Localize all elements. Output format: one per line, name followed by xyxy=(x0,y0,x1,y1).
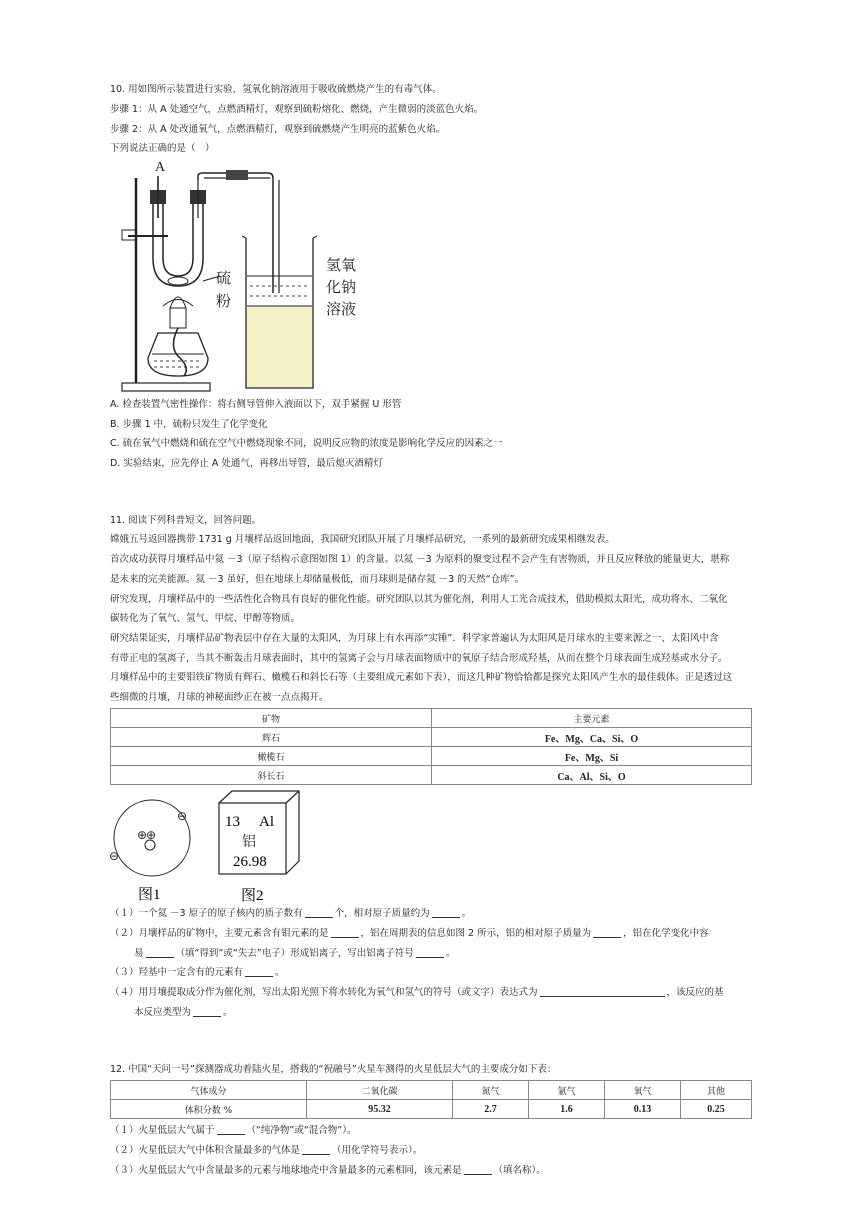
table-cell: 橄榄石 xyxy=(111,747,432,766)
fig1-caption: 图1 xyxy=(138,887,161,903)
label-naoh-2: 化钠 xyxy=(326,278,357,296)
q11-question-4-cont: 本反应类型为 。 xyxy=(134,1007,233,1018)
q10-step2: 步骤 2：从 A 处改通氧气，点燃酒精灯，观察到硫燃烧产生明亮的蓝紫色火焰。 xyxy=(110,124,446,135)
answer-blank[interactable] xyxy=(331,927,359,938)
electron-symbol: ⊖ xyxy=(109,849,120,863)
fig2-caption: 图2 xyxy=(241,888,264,904)
q11-paragraph: 些细微的月壤，月球的神秘面纱正在被一点点揭开。 xyxy=(110,692,329,703)
proton-symbol: ⊕ xyxy=(137,828,148,842)
q10-title: 10. 用如图所示装置进行实验，氢氧化钠溶液用于吸收硫燃烧产生的有毒气体。 xyxy=(110,84,442,95)
answer-blank[interactable] xyxy=(416,947,444,958)
table-cell: 体积分数 % xyxy=(111,1100,307,1119)
answer-blank[interactable] xyxy=(540,986,665,997)
q11-paragraph: 嫦娥五号返回器携带 1731 g 月壤样品返回地面，我国研究团队开展了月壤样品研究，一系列的最新研究成果相继发表。 xyxy=(110,534,615,545)
label-naoh-1: 氢氧 xyxy=(326,256,357,274)
q11-paragraph: 是未来的完美能源。氦 －3 虽好，但在地球上却储量极低，而月球则是储存氦 －3 的天然“仓库”。 xyxy=(110,574,525,585)
table-row xyxy=(111,747,752,766)
electron-symbol: ⊖ xyxy=(177,809,188,823)
table-cell: 其他 xyxy=(681,1081,752,1100)
q11-question-3: （３）羟基中一定含有的元素有 。 xyxy=(110,967,285,978)
q10-option-b: B. 步骤 1 中，硫粉只发生了化学变化 xyxy=(110,419,268,430)
label-sulfur-2: 粉 xyxy=(216,292,232,310)
answer-blank[interactable] xyxy=(302,1144,330,1155)
table-row xyxy=(111,728,752,747)
q10-option-c: C. 硫在氧气中燃烧和硫在空气中燃烧现象不同，说明反应物的浓度是影响化学反应的因素之一 xyxy=(110,438,503,449)
q11-question-2: （２）月壤样品的矿物中，主要元素含有钼元素的是 ，铝在周期表的信息如图 2 所示，铝的相对原子质量为 ，铝在化学变化中容 xyxy=(110,928,709,939)
atomic-mass: 26.98 xyxy=(233,854,267,870)
element-name: 铝 xyxy=(242,834,256,850)
answer-blank[interactable] xyxy=(193,1006,221,1017)
table-cell: 气体成分 xyxy=(111,1081,307,1100)
q12-question-3: （３）火星低层大气中含量最多的元素与地球地壳中含量最多的元素相同，该元素是 （填名称）。 xyxy=(110,1165,546,1176)
q11-paragraph: 有带正电的氢离子，当其不断轰击月球表面时，其中的氢离子会与月球表面物质中的氧原子结合形成羟基，从而在整个月球表面生成羟基或水分子。 xyxy=(110,653,728,664)
mars-atmosphere-table xyxy=(110,1080,752,1119)
aluminium-element-figure xyxy=(215,788,310,906)
answer-blank[interactable] xyxy=(217,1124,245,1135)
table-cell: 辉石 xyxy=(111,728,432,747)
label-naoh-3: 溶液 xyxy=(326,300,357,318)
q11-paragraph: 研究结果证实，月壤样品矿物表层中存在大量的太阳风，为月球上有水再添“实锤”．科学家普遍认为太阳风是月球水的主要来源之一、太阳风中含 xyxy=(110,633,719,644)
table-cell: Ca、Al、Si、O xyxy=(432,766,752,785)
apparatus-figure xyxy=(108,158,368,393)
q11-paragraph: 碳转化为了氧气、氢气、甲烷、甲醇等物质。 xyxy=(110,613,301,624)
table-cell: 二氧化碳 xyxy=(307,1081,453,1100)
q12-title: 12. 中国“天问一号”探测器成功着陆火星，搭载的“祝融号”火星车测得的火星低层大气的主要成分如下表： xyxy=(110,1064,557,1075)
answer-blank[interactable] xyxy=(305,907,333,918)
table-cell: 斜长石 xyxy=(111,766,432,785)
q10-step1: 步骤 1：从 A 处通空气，点燃酒精灯，观察到硫粉熔化、燃烧，产生微弱的淡蓝色火焰。 xyxy=(110,104,484,115)
q11-paragraph: 首次成功获得月壤样品中氦 －3（原子结构示意图如图 1）的含量。以氦 －3 为原料的聚变过程不会产生有害物质，并且反应释放的能量更大，堪称 xyxy=(110,554,730,565)
table-header-row xyxy=(111,709,752,728)
answer-blank[interactable] xyxy=(432,907,460,918)
table-row xyxy=(111,766,752,785)
element-symbol: Al xyxy=(259,814,274,830)
proton-symbol: ⊕ xyxy=(146,828,157,842)
q11-paragraph: 研究发现，月壤样品中的一些活性化合物具有良好的催化性能。研究团队以其为催化剂，利用人工光合成技术，借助模拟太阳光，成功将水、二氧化 xyxy=(110,594,728,605)
table-cell: 0.13 xyxy=(605,1100,681,1119)
answer-blank[interactable] xyxy=(464,1164,492,1175)
table-cell: 1.6 xyxy=(529,1100,605,1119)
atomic-number: 13 xyxy=(225,814,240,830)
q12-question-1: （１）火星低层大气属于 （“纯净物”或“混合物”）。 xyxy=(110,1125,357,1136)
table-header: 主要元素 xyxy=(432,709,752,728)
q12-question-2: （２）火星低层大气中体积含量最多的气体是 （用化学符号表示）。 xyxy=(110,1145,423,1156)
table-cell: 0.25 xyxy=(681,1100,752,1119)
table-row xyxy=(111,1081,752,1100)
mineral-table xyxy=(110,708,752,785)
table-cell: Fe、Mg、Si xyxy=(432,747,752,766)
table-cell: 95.32 xyxy=(307,1100,453,1119)
table-cell: 氩气 xyxy=(529,1081,605,1100)
table-cell: 氮气 xyxy=(453,1081,529,1100)
table-cell: 2.7 xyxy=(453,1100,529,1119)
answer-blank[interactable] xyxy=(593,927,621,938)
helium-atom-figure xyxy=(108,795,203,905)
q11-question-1: （１）一个氦 －3 原子的原子核内的质子数有 个，相对原子质量约为 。 xyxy=(110,908,472,919)
table-cell: 氧气 xyxy=(605,1081,681,1100)
table-row xyxy=(111,1100,752,1119)
answer-blank[interactable] xyxy=(245,966,273,977)
answer-blank[interactable] xyxy=(146,947,174,958)
q10-prompt: 下列说法正确的是（ ） xyxy=(110,143,215,154)
table-header: 矿物 xyxy=(111,709,432,728)
q11-question-2-cont: 易 （填“得到”或“失去”电子）形成铝离子，写出铝离子符号 。 xyxy=(134,948,456,959)
table-cell: Fe、Mg、Ca、Si、O xyxy=(432,728,752,747)
label-sulfur-1: 硫 xyxy=(216,269,232,287)
label-a: A xyxy=(155,160,166,175)
q10-option-a: A. 检查装置气密性操作：将右侧导管伸入液面以下，双手紧握 U 形管 xyxy=(110,399,402,410)
q11-paragraph: 月壤样品中的主要钼铁矿物质有辉石、橄榄石和斜长石等（主要组成元素如下表），而这几种矿物恰恰都是探究太阳风产生水的最佳载体。正是透过这 xyxy=(110,672,733,683)
q11-question-4: （４）用月壤提取成分作为催化剂，写出太阳光照下将水转化为氧气和氢气的符号（或文字）表达式为 ，该反应的基 xyxy=(110,987,724,998)
q10-option-d: D. 实验结束，应先停止 A 处通气，再移出导管，最后熄灭酒精灯 xyxy=(110,458,383,469)
q11-title: 11. 阅读下列科普短文，回答问题。 xyxy=(110,515,262,526)
